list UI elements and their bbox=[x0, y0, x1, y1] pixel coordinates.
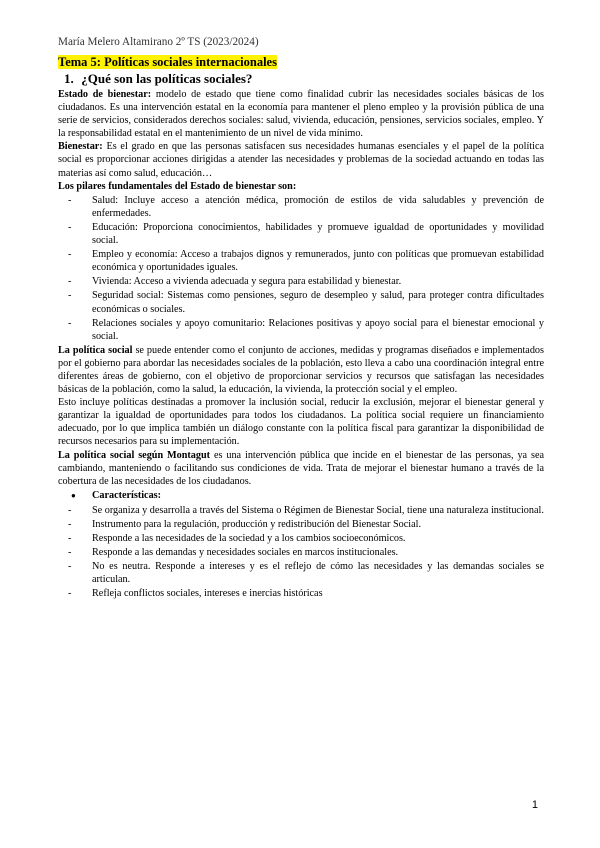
list-item-text: Relaciones sociales y apoyo comunitario: Relaciones positivas y apoyo social para el bienestar emocional y social. bbox=[92, 317, 544, 342]
paragraph-estado-bienestar bbox=[58, 88, 544, 140]
list-item bbox=[58, 194, 544, 220]
term-estado-bienestar: Estado de bienestar: bbox=[58, 89, 152, 100]
section-heading-1 bbox=[64, 71, 544, 87]
section-title: ¿Qué son las políticas sociales? bbox=[81, 71, 253, 86]
list-item-text: Refleja conflictos sociales, intereses e inercias históricas bbox=[92, 588, 323, 600]
list-item-text: Seguridad social: Sistemas como pensiones, seguro de desempleo y salud, para proteger contra dificultades económicas o sociales. bbox=[92, 290, 544, 315]
term-politica-social: La política social bbox=[58, 344, 133, 356]
dash-marker: - bbox=[68, 588, 72, 600]
list-item bbox=[58, 560, 544, 586]
term-bienestar: Bienestar: bbox=[58, 141, 103, 153]
list-item bbox=[58, 289, 544, 315]
dash-marker: - bbox=[68, 290, 72, 302]
paragraph-incluye: Esto incluye políticas destinadas a promover la inclusión social, reducir la exclusión, mejorar el bienestar general y garantizar la igualdad de oportunidades para todos los ciudadanos. La política social requiere un financiamiento adecuado, por lo que implica también un diálogo constante con la política fiscal para garantizar la disponibilidad de recursos necesarios para su implementación. bbox=[58, 397, 544, 448]
caracteristicas-title: Características: bbox=[92, 489, 162, 501]
bullet-dot: ● bbox=[71, 490, 76, 500]
paragraph-politica-social bbox=[58, 344, 544, 396]
paragraph-montagut bbox=[58, 449, 544, 488]
dash-marker: - bbox=[68, 504, 72, 516]
pilares-heading: Los pilares fundamentales del Estado de bienestar son: bbox=[58, 180, 297, 192]
list-item bbox=[58, 221, 544, 247]
list-item-text: Educación: Proporciona conocimientos, habilidades y promueve igualdad de oportunidades y movilidad social. bbox=[92, 221, 544, 247]
list-item-text: Se organiza y desarrolla a través del Sistema o Régimen de Bienestar Social, tiene una naturaleza institucional. bbox=[92, 504, 544, 516]
topic-title bbox=[58, 55, 544, 70]
dash-marker: - bbox=[68, 533, 72, 545]
list-item bbox=[58, 248, 544, 274]
list-item bbox=[58, 275, 544, 288]
term-montagut: La política social según Montagut bbox=[58, 449, 211, 461]
list-item bbox=[58, 317, 544, 343]
list-item bbox=[58, 518, 544, 531]
pilares-list bbox=[58, 194, 544, 343]
list-item-text: Empleo y economía: Acceso a trabajos dignos y remunerados, junto con políticas que promuevan estabilidad económica y oportunidades iguales. bbox=[92, 249, 544, 274]
list-item-text: Salud: Incluye acceso a atención médica, promoción de estilos de vida saludables y prevención de enfermedades. bbox=[92, 194, 544, 219]
page-content bbox=[58, 35, 544, 602]
paragraph-bienestar bbox=[58, 140, 544, 179]
dash-marker: - bbox=[68, 561, 72, 573]
definition-montagut: es una intervención pública que incide en el bienestar de las personas, ya sea cambiando, manteniendo o facilitando sus condiciones de vida. Trata de mejorar el bienestar humano a través de la cobertura de las necesidades de los ciudadanos. bbox=[58, 449, 544, 487]
dash-marker: - bbox=[68, 547, 72, 559]
list-item bbox=[58, 504, 544, 517]
topic-title-highlight: Tema 5: Políticas sociales internacionales bbox=[58, 55, 277, 69]
list-item-text: Vivienda: Acceso a vivienda adecuada y segura para estabilidad y bienestar. bbox=[92, 276, 402, 288]
list-item bbox=[58, 546, 544, 559]
dash-marker: - bbox=[68, 317, 72, 329]
definition-bienestar: Es el grado en que las personas satisfacen sus necesidades humanas esenciales y el papel de la política social es proporcionar acciones dirigidas a atender las necesidades y problemas de la sociedad actuando en todas las materias así como salud, educación… bbox=[58, 141, 544, 179]
author-header: María Melero Altamirano 2º TS (2023/2024) bbox=[58, 36, 259, 48]
dash-marker: - bbox=[68, 276, 72, 288]
dash-marker: - bbox=[68, 221, 72, 233]
list-item-text: Instrumento para la regulación, producción y redistribución del Bienestar Social. bbox=[92, 519, 422, 530]
definition-politica-social: se puede entender como el conjunto de acciones, medidas y programas diseñados e implementados por el gobierno para abordar las necesidades sociales de la población, esto lleva a cabo una coordinación integral entre diferentes áreas de gobierno, con el objetivo de proporcionar servicios y recursos que satisfagan las necesidades básicas de la población, como la salud, la educación, la vivienda, la protección social y el empleo. bbox=[58, 344, 544, 396]
definition-estado-bienestar: modelo de estado que tiene como finalidad cubrir las necesidades sociales básicas de los ciudadanos. Es una intervención estatal en la economía para mantener el pleno empleo y la provisión pública de una serie de servicios, considerados derechos sociales: salud, vivienda, educación, pensiones, servicios sociales, empleo. Y la responsabilidad estatal en el mantenimiento de un nivel de vida mínimo. bbox=[58, 89, 544, 140]
caracteristicas-list bbox=[58, 504, 544, 601]
caracteristicas-heading bbox=[58, 489, 544, 502]
dash-marker: - bbox=[68, 249, 72, 261]
dash-marker: - bbox=[68, 194, 72, 206]
list-item bbox=[58, 587, 544, 600]
section-number: 1. bbox=[64, 71, 74, 86]
page-number: 1 bbox=[531, 799, 538, 811]
list-item-text: Responde a las demandas y necesidades sociales en marcos institucionales. bbox=[92, 547, 399, 559]
dash-marker: - bbox=[68, 519, 72, 530]
list-item-text: Responde a las necesidades de la sociedad y a los cambios socioeconómicos. bbox=[92, 533, 406, 545]
list-item bbox=[58, 532, 544, 545]
list-item-text: No es neutra. Responde a intereses y es el reflejo de cómo las necesidades y las demandas sociales se articulan. bbox=[92, 561, 544, 586]
